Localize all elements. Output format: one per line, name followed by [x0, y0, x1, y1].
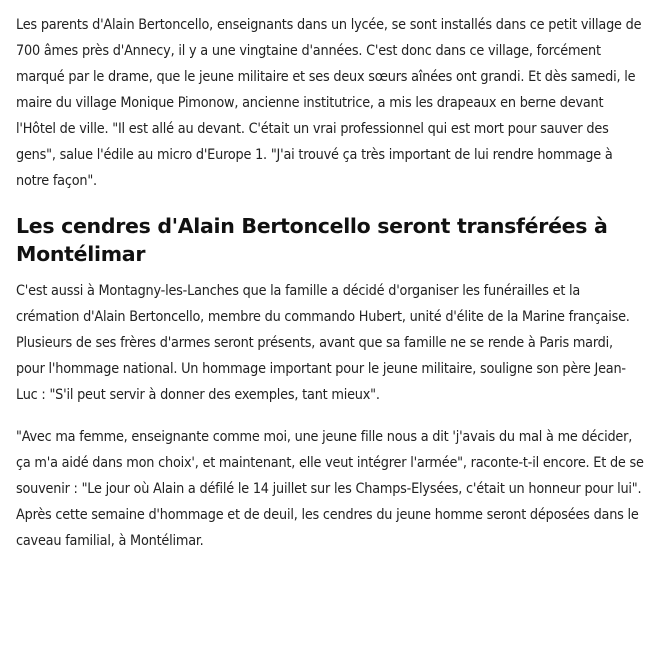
article-paragraph-2: C'est aussi à Montagny-les-Lanches que la famille a décidé d'organiser les funérailles et la crémation d'Alain Bertoncello, membre du commando Hubert, unité d'élite de la Marine française. Plusieurs de ses frères d'armes seront présents, avant que sa famille ne se rende à Paris mardi, pour l'hommage national. Un hommage important pour le jeune militaire, souligne son père Jean-Luc : "S'il peut servir à donner des exemples, tant mieux".: [16, 283, 630, 403]
article-paragraph-1: Les parents d'Alain Bertoncello, enseignants dans un lycée, se sont installés dans ce petit village de 700 âmes près d'Annecy, il y a une vingtaine d'années. C'est donc dans ce village, forcément marqué par le drame, que le jeune militaire et ses deux sœurs aînées ont grandi. Et dès samedi, le maire du village Monique Pimonow, ancienne institutrice, a mis les drapeaux en berne devant l'Hôtel de ville. "Il est allé au devant. C'était un vrai professionnel qui est mort pour sauver des gens", salue l'édile au micro d'Europe 1. "J'ai trouvé ça très important de lui rendre hommage à notre façon".: [16, 17, 642, 189]
section-heading: Les cendres d'Alain Bertoncello seront transférées à Montélimar: [16, 214, 608, 266]
article-paragraph-3: "Avec ma femme, enseignante comme moi, une jeune fille nous a dit 'j'avais du mal à me décider, ça m'a aidé dans mon choix', et maintenant, elle veut intégrer l'armée", raconte-t-il encore. Et de se souvenir : "Le jour où Alain a défilé le 14 juillet sur les Champs-Elysées, c'était un honneur pour lui". Après cette semaine d'hommage et de deuil, les cendres du jeune homme seront déposées dans le caveau familial, à Montélimar.: [16, 429, 644, 549]
article-body: [16, 12, 644, 570]
